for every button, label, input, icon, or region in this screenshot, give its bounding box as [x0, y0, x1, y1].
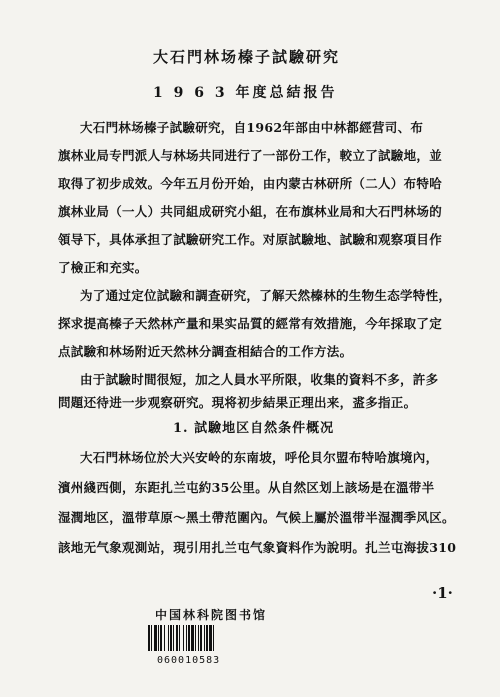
- paragraph-line: 由于試驗时間很短，加之人員水平所限，收集的資料不多，許多: [80, 372, 439, 387]
- barcode-icon: [148, 625, 252, 651]
- paragraph-line: 点試驗和林场附近天然林分調查相結合的工作方法。: [58, 344, 353, 359]
- section-line: 大石門林场位於大兴安岭的东南坡，呼伦貝尔盟布特哈旗境內，: [80, 450, 439, 465]
- paragraph-line: 旗林业局（一人）共同組成研究小組，在布旗林业局和大石門林场的: [58, 204, 443, 219]
- document-title: 大石門林场榛子試驗研究: [153, 48, 341, 66]
- section-line: 濱州綫西側，东距扎兰屯約35公里。从自然区划上該场是在溫带半: [58, 480, 435, 495]
- section-line: 湿潤地区，溫带草原～黑土帶范圍內。气候上屬於溫带半湿潤季风区。: [58, 510, 455, 525]
- paragraph-line: 領导下，具体承担了試驗研究工作。对原試驗地、試驗和观察項目作: [58, 232, 443, 247]
- page-number: ·1·: [432, 584, 453, 602]
- paragraph-line: 旗林业局专門派人与林场共同进行了一部份工作，較立了試驗地，並: [58, 148, 443, 163]
- paragraph-line: 大石門林场榛子試驗研究，自1962年部由中林都經营司、布: [80, 120, 424, 135]
- barcode-bar: [214, 625, 216, 651]
- section-line: 該地无气象观測站，現引用扎兰屯气象資料作为說明。扎兰屯海拔310: [58, 540, 457, 555]
- document-subtitle: 1 9 6 3 年度总結报告: [153, 85, 338, 101]
- library-stamp-label: 中国林科院图书馆: [155, 608, 268, 622]
- section-heading: 1. 試驗地区自然条件概况: [173, 421, 335, 436]
- paragraph-line: 了檢正和充实。: [58, 260, 148, 275]
- paragraph-line: 探求提高榛子天然林产量和果实品質的經常有效措施，今年採取了定: [58, 316, 443, 331]
- paragraph-line: 取得了初步成效。今年五月份开始，由内蒙古林研所（二人）布特哈: [58, 176, 443, 191]
- paragraph-line: 問題还待进一步观察研究。現将初步結果正理出来，盚多指正。: [58, 395, 417, 410]
- paragraph-line: 为了通过定位試驗和調查研究，了解天然榛林的生物生态学特性，: [80, 288, 452, 303]
- barcode-number: 060010583: [157, 655, 221, 666]
